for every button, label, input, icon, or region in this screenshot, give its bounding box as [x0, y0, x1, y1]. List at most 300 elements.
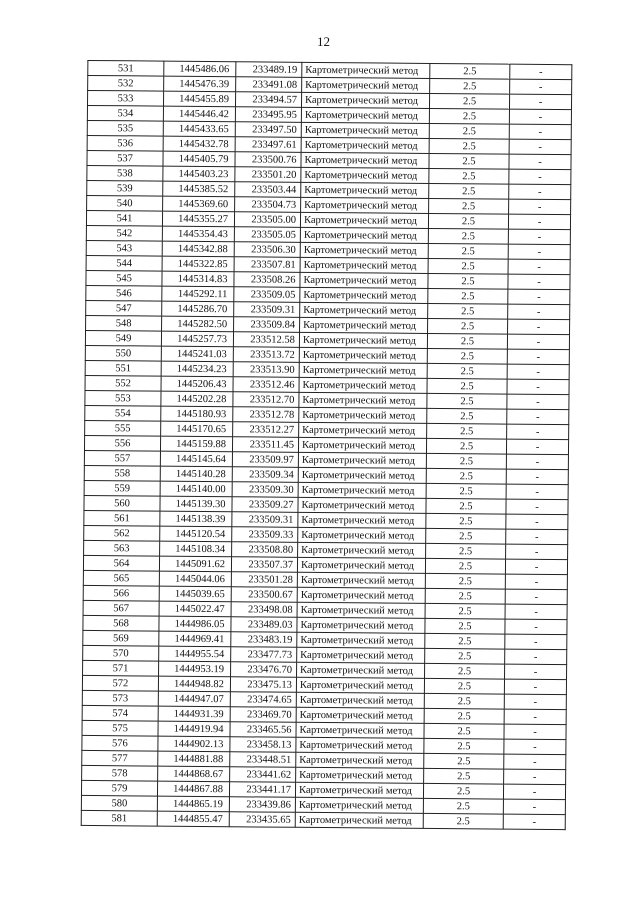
- method-cell: Картометрический метод: [302, 62, 430, 78]
- coordinate-y-cell: 233498.08: [231, 602, 297, 618]
- note-cell: -: [508, 304, 570, 320]
- coordinate-y-cell: 233489.03: [231, 617, 297, 633]
- coordinate-x-cell: 1445282.50: [162, 316, 234, 332]
- method-cell: Картометрический метод: [300, 302, 428, 318]
- precision-cell: 2.5: [430, 63, 510, 79]
- coordinate-x-cell: 1445159.88: [160, 436, 232, 452]
- precision-cell: 2.5: [425, 618, 505, 634]
- note-cell: -: [509, 109, 571, 125]
- method-cell: Картометрический метод: [297, 557, 425, 573]
- coordinate-y-cell: 233497.61: [235, 137, 301, 153]
- point-number-cell: 578: [82, 765, 158, 781]
- note-cell: -: [506, 439, 568, 455]
- point-number-cell: 532: [88, 75, 164, 91]
- precision-cell: 2.5: [429, 183, 509, 199]
- point-number-cell: 558: [84, 465, 160, 481]
- coordinate-x-cell: 1445234.23: [161, 361, 233, 377]
- coordinate-y-cell: 233500.67: [231, 587, 297, 603]
- note-cell: -: [503, 799, 565, 815]
- coordinate-x-cell: 1445139.30: [160, 496, 232, 512]
- coordinate-y-cell: 233503.44: [235, 182, 301, 198]
- coordinate-y-cell: 233509.31: [234, 302, 300, 318]
- precision-cell: 2.5: [428, 213, 508, 229]
- coordinate-x-cell: 1444868.67: [158, 766, 230, 782]
- coordinate-x-cell: 1445385.52: [163, 181, 235, 197]
- point-number-cell: 571: [83, 660, 159, 676]
- coordinate-y-cell: 233513.90: [233, 362, 299, 378]
- precision-cell: 2.5: [429, 138, 509, 154]
- note-cell: -: [509, 169, 571, 185]
- coordinate-y-cell: 233465.56: [230, 722, 296, 738]
- coordinate-y-cell: 233507.37: [231, 557, 297, 573]
- coordinate-x-cell: 1444947.07: [158, 691, 230, 707]
- method-cell: Картометрический метод: [302, 77, 430, 93]
- precision-cell: 2.5: [428, 243, 508, 259]
- coordinate-x-cell: 1445446.42: [163, 106, 235, 122]
- note-cell: -: [505, 664, 567, 680]
- coordinate-y-cell: 233448.51: [230, 752, 296, 768]
- point-number-cell: 575: [82, 720, 158, 736]
- note-cell: -: [508, 229, 570, 245]
- method-cell: Картометрический метод: [295, 782, 423, 798]
- coordinate-y-cell: 233512.58: [233, 332, 299, 348]
- point-number-cell: 539: [87, 180, 163, 196]
- note-cell: -: [509, 94, 571, 110]
- point-number-cell: 562: [84, 525, 160, 541]
- note-cell: -: [506, 454, 568, 470]
- method-cell: Картометрический метод: [299, 362, 427, 378]
- coordinate-x-cell: 1445140.00: [160, 481, 232, 497]
- precision-cell: 2.5: [425, 663, 505, 679]
- coordinate-x-cell: 1445355.27: [162, 211, 234, 227]
- precision-cell: 2.5: [429, 108, 509, 124]
- method-cell: Картометрический метод: [299, 332, 427, 348]
- coordinate-y-cell: 233509.34: [232, 467, 298, 483]
- coordinate-x-cell: 1445206.43: [161, 376, 233, 392]
- note-cell: -: [509, 139, 571, 155]
- method-cell: Картометрический метод: [297, 602, 425, 618]
- point-number-cell: 541: [86, 210, 162, 226]
- precision-cell: 2.5: [428, 258, 508, 274]
- precision-cell: 2.5: [425, 573, 505, 589]
- point-number-cell: 572: [82, 675, 158, 691]
- coordinate-x-cell: 1444881.88: [158, 751, 230, 767]
- point-number-cell: 569: [83, 630, 159, 646]
- coordinate-y-cell: 233506.30: [234, 242, 300, 258]
- note-cell: -: [507, 379, 569, 395]
- method-cell: Картометрический метод: [298, 512, 426, 528]
- coordinate-x-cell: 1445354.43: [162, 226, 234, 242]
- coordinate-y-cell: 233469.70: [230, 707, 296, 723]
- note-cell: -: [504, 724, 566, 740]
- precision-cell: 2.5: [426, 468, 506, 484]
- method-cell: Картометрический метод: [297, 662, 425, 678]
- note-cell: -: [505, 574, 567, 590]
- precision-cell: 2.5: [423, 798, 503, 814]
- coordinate-y-cell: 233489.19: [236, 62, 302, 78]
- note-cell: -: [507, 394, 569, 410]
- coordinate-x-cell: 1445322.85: [162, 256, 234, 272]
- note-cell: -: [504, 754, 566, 770]
- note-cell: -: [503, 784, 565, 800]
- method-cell: Картометрический метод: [296, 737, 424, 753]
- point-number-cell: 557: [84, 450, 160, 466]
- note-cell: -: [506, 529, 568, 545]
- precision-cell: 2.5: [425, 633, 505, 649]
- coordinate-x-cell: 1445091.62: [159, 556, 231, 572]
- coordinate-x-cell: 1444955.54: [159, 646, 231, 662]
- method-cell: Картометрический метод: [299, 407, 427, 423]
- coordinate-x-cell: 1445039.65: [159, 586, 231, 602]
- coordinate-y-cell: 233458.13: [230, 737, 296, 753]
- precision-cell: 2.5: [427, 423, 507, 439]
- precision-cell: 2.5: [424, 723, 504, 739]
- method-cell: Картометрический метод: [296, 767, 424, 783]
- point-number-cell: 543: [86, 240, 162, 256]
- coordinate-y-cell: 233507.81: [234, 257, 300, 273]
- coordinate-y-cell: 233512.46: [233, 377, 299, 393]
- coordinate-y-cell: 233505.00: [234, 212, 300, 228]
- coordinate-y-cell: 233512.78: [233, 407, 299, 423]
- coordinate-y-cell: 233505.05: [234, 227, 300, 243]
- coordinate-y-cell: 233476.70: [231, 662, 297, 678]
- coordinate-x-cell: 1445476.39: [164, 76, 236, 92]
- coordinate-y-cell: 233509.05: [234, 287, 300, 303]
- method-cell: Картометрический метод: [297, 587, 425, 603]
- note-cell: -: [508, 244, 570, 260]
- coordinate-y-cell: 233508.26: [234, 272, 300, 288]
- coordinate-y-cell: 233495.95: [235, 107, 301, 123]
- coordinate-x-cell: 1445044.06: [159, 571, 231, 587]
- note-cell: -: [509, 154, 571, 170]
- point-number-cell: 570: [83, 645, 159, 661]
- note-cell: -: [503, 814, 565, 830]
- point-number-cell: 547: [86, 300, 162, 316]
- method-cell: Картометрический метод: [300, 227, 428, 243]
- coordinate-x-cell: 1445455.89: [163, 91, 235, 107]
- coordinate-y-cell: 233513.72: [233, 347, 299, 363]
- precision-cell: 2.5: [423, 783, 503, 799]
- note-cell: -: [508, 259, 570, 275]
- note-cell: -: [507, 349, 569, 365]
- coordinate-y-cell: 233509.84: [234, 317, 300, 333]
- coordinate-y-cell: 233509.97: [232, 452, 298, 468]
- note-cell: -: [504, 694, 566, 710]
- coordinate-x-cell: 1445120.54: [160, 526, 232, 542]
- point-number-cell: 555: [85, 420, 161, 436]
- coordinate-y-cell: 233501.28: [231, 572, 297, 588]
- point-number-cell: 531: [88, 60, 164, 76]
- coordinate-x-cell: 1445180.93: [161, 406, 233, 422]
- method-cell: Картометрический метод: [296, 692, 424, 708]
- method-cell: Картометрический метод: [301, 92, 429, 108]
- precision-cell: 2.5: [425, 588, 505, 604]
- coordinate-x-cell: 1444867.88: [157, 781, 229, 797]
- point-number-cell: 548: [86, 315, 162, 331]
- note-cell: -: [504, 769, 566, 785]
- point-number-cell: 549: [85, 330, 161, 346]
- precision-cell: 2.5: [430, 78, 510, 94]
- point-number-cell: 581: [81, 810, 157, 826]
- coordinate-x-cell: 1444969.41: [159, 631, 231, 647]
- coordinate-x-cell: 1445108.34: [160, 541, 232, 557]
- precision-cell: 2.5: [423, 813, 503, 829]
- precision-cell: 2.5: [428, 318, 508, 334]
- coordinate-y-cell: 233512.70: [233, 392, 299, 408]
- coordinate-y-cell: 233491.08: [236, 77, 302, 93]
- coordinate-x-cell: 1445314.83: [162, 271, 234, 287]
- precision-cell: 2.5: [427, 378, 507, 394]
- method-cell: Картометрический метод: [301, 152, 429, 168]
- coordinate-y-cell: 233494.57: [235, 92, 301, 108]
- coordinate-y-cell: 233483.19: [231, 632, 297, 648]
- precision-cell: 2.5: [424, 768, 504, 784]
- point-number-cell: 536: [87, 135, 163, 151]
- coordinate-x-cell: 1444919.94: [158, 721, 230, 737]
- note-cell: -: [504, 679, 566, 695]
- method-cell: Картометрический метод: [299, 347, 427, 363]
- note-cell: -: [509, 124, 571, 140]
- coordinate-x-cell: 1445241.03: [161, 346, 233, 362]
- precision-cell: 2.5: [427, 348, 507, 364]
- point-number-cell: 538: [87, 165, 163, 181]
- note-cell: -: [508, 289, 570, 305]
- table-row: [81, 810, 565, 829]
- note-cell: -: [508, 319, 570, 335]
- precision-cell: 2.5: [427, 333, 507, 349]
- method-cell: Картометрический метод: [296, 722, 424, 738]
- method-cell: Картометрический метод: [300, 272, 428, 288]
- point-number-cell: 545: [86, 270, 162, 286]
- coordinate-y-cell: 233509.31: [232, 512, 298, 528]
- method-cell: Картометрический метод: [297, 632, 425, 648]
- precision-cell: 2.5: [426, 453, 506, 469]
- coordinate-x-cell: 1445369.60: [163, 196, 235, 212]
- method-cell: Картометрический метод: [300, 242, 428, 258]
- coordinate-y-cell: 233441.62: [230, 767, 296, 783]
- method-cell: Картометрический метод: [301, 137, 429, 153]
- coordinate-x-cell: 1445145.64: [160, 451, 232, 467]
- note-cell: -: [505, 634, 567, 650]
- note-cell: -: [505, 604, 567, 620]
- note-cell: -: [504, 709, 566, 725]
- precision-cell: 2.5: [424, 678, 504, 694]
- coordinate-x-cell: 1445486.06: [164, 61, 236, 77]
- coordinates-table: [81, 60, 573, 830]
- note-cell: -: [505, 589, 567, 605]
- precision-cell: 2.5: [428, 303, 508, 319]
- precision-cell: 2.5: [429, 153, 509, 169]
- coordinate-x-cell: 1444902.13: [158, 736, 230, 752]
- precision-cell: 2.5: [426, 483, 506, 499]
- method-cell: Картометрический метод: [301, 182, 429, 198]
- point-number-cell: 552: [85, 375, 161, 391]
- coordinate-x-cell: 1444931.39: [158, 706, 230, 722]
- coordinate-y-cell: 233511.45: [232, 437, 298, 453]
- precision-cell: 2.5: [425, 603, 505, 619]
- method-cell: Картометрический метод: [299, 377, 427, 393]
- precision-cell: 2.5: [424, 738, 504, 754]
- method-cell: Картометрический метод: [300, 257, 428, 273]
- precision-cell: 2.5: [429, 198, 509, 214]
- precision-cell: 2.5: [426, 543, 506, 559]
- coordinate-y-cell: 233439.86: [229, 797, 295, 813]
- method-cell: Картометрический метод: [297, 572, 425, 588]
- point-number-cell: 540: [87, 195, 163, 211]
- coordinate-x-cell: 1444855.47: [157, 811, 229, 827]
- note-cell: -: [507, 424, 569, 440]
- method-cell: Картометрический метод: [301, 107, 429, 123]
- precision-cell: 2.5: [429, 123, 509, 139]
- method-cell: Картометрический метод: [295, 797, 423, 813]
- note-cell: -: [504, 739, 566, 755]
- point-number-cell: 579: [81, 780, 157, 796]
- precision-cell: 2.5: [424, 753, 504, 769]
- precision-cell: 2.5: [426, 438, 506, 454]
- note-cell: -: [505, 649, 567, 665]
- coordinate-y-cell: 233441.17: [229, 782, 295, 798]
- coordinate-x-cell: 1444953.19: [159, 661, 231, 677]
- precision-cell: 2.5: [426, 513, 506, 529]
- page-number: 12: [316, 33, 331, 50]
- coordinate-x-cell: 1445170.65: [161, 421, 233, 437]
- coordinate-x-cell: 1444986.05: [159, 616, 231, 632]
- coordinate-y-cell: 233512.27: [233, 422, 299, 438]
- coordinate-y-cell: 233474.65: [230, 692, 296, 708]
- coordinate-y-cell: 233501.20: [235, 167, 301, 183]
- point-number-cell: 535: [87, 120, 163, 136]
- coordinate-x-cell: 1444865.19: [157, 796, 229, 812]
- point-number-cell: 544: [86, 255, 162, 271]
- point-number-cell: 561: [84, 510, 160, 526]
- note-cell: -: [506, 484, 568, 500]
- coordinate-x-cell: 1445286.70: [162, 301, 234, 317]
- method-cell: Картометрический метод: [298, 497, 426, 513]
- point-number-cell: 534: [87, 105, 163, 121]
- point-number-cell: 563: [84, 540, 160, 556]
- precision-cell: 2.5: [426, 528, 506, 544]
- method-cell: Картометрический метод: [297, 617, 425, 633]
- method-cell: Картометрический метод: [298, 482, 426, 498]
- method-cell: Картометрический метод: [298, 527, 426, 543]
- coordinate-y-cell: 233477.73: [231, 647, 297, 663]
- point-number-cell: 553: [85, 390, 161, 406]
- coordinate-y-cell: 233435.65: [229, 812, 295, 828]
- note-cell: -: [505, 619, 567, 635]
- precision-cell: 2.5: [427, 393, 507, 409]
- coordinate-x-cell: 1445403.23: [163, 166, 235, 182]
- precision-cell: 2.5: [425, 648, 505, 664]
- point-number-cell: 554: [85, 405, 161, 421]
- point-number-cell: 576: [82, 735, 158, 751]
- note-cell: -: [509, 199, 571, 215]
- point-number-cell: 566: [83, 585, 159, 601]
- method-cell: Картометрический метод: [301, 167, 429, 183]
- coordinate-x-cell: 1444948.82: [158, 676, 230, 692]
- precision-cell: 2.5: [429, 93, 509, 109]
- note-cell: -: [507, 334, 569, 350]
- coordinate-x-cell: 1445433.65: [163, 121, 235, 137]
- point-number-cell: 560: [84, 495, 160, 511]
- method-cell: Картометрический метод: [299, 422, 427, 438]
- coordinate-x-cell: 1445138.39: [160, 511, 232, 527]
- note-cell: -: [508, 214, 570, 230]
- point-number-cell: 533: [87, 90, 163, 106]
- method-cell: Картометрический метод: [296, 707, 424, 723]
- precision-cell: 2.5: [427, 408, 507, 424]
- note-cell: -: [510, 79, 572, 95]
- method-cell: Картометрический метод: [300, 212, 428, 228]
- method-cell: Картометрический метод: [297, 647, 425, 663]
- method-cell: Картометрический метод: [298, 452, 426, 468]
- method-cell: Картометрический метод: [301, 122, 429, 138]
- note-cell: -: [506, 514, 568, 530]
- point-number-cell: 546: [86, 285, 162, 301]
- point-number-cell: 573: [82, 690, 158, 706]
- point-number-cell: 537: [87, 150, 163, 166]
- precision-cell: 2.5: [428, 273, 508, 289]
- method-cell: Картометрический метод: [298, 467, 426, 483]
- coordinate-x-cell: 1445432.78: [163, 136, 235, 152]
- method-cell: Картометрический метод: [295, 812, 423, 828]
- coordinate-y-cell: 233475.13: [230, 677, 296, 693]
- note-cell: -: [506, 499, 568, 515]
- coordinate-y-cell: 233497.50: [235, 122, 301, 138]
- point-number-cell: 542: [86, 225, 162, 241]
- coordinate-x-cell: 1445292.11: [162, 286, 234, 302]
- method-cell: Картометрический метод: [300, 317, 428, 333]
- table-body: [81, 60, 572, 829]
- note-cell: -: [508, 274, 570, 290]
- point-number-cell: 551: [85, 360, 161, 376]
- precision-cell: 2.5: [428, 228, 508, 244]
- note-cell: -: [507, 409, 569, 425]
- method-cell: Картометрический метод: [299, 392, 427, 408]
- precision-cell: 2.5: [426, 498, 506, 514]
- note-cell: -: [506, 544, 568, 560]
- coordinate-x-cell: 1445022.47: [159, 601, 231, 617]
- coordinate-x-cell: 1445257.73: [161, 331, 233, 347]
- point-number-cell: 568: [83, 615, 159, 631]
- point-number-cell: 556: [84, 435, 160, 451]
- coordinate-y-cell: 233508.80: [232, 542, 298, 558]
- precision-cell: 2.5: [428, 288, 508, 304]
- coordinate-y-cell: 233509.27: [232, 497, 298, 513]
- precision-cell: 2.5: [424, 708, 504, 724]
- method-cell: Картометрический метод: [296, 677, 424, 693]
- point-number-cell: 559: [84, 480, 160, 496]
- point-number-cell: 565: [83, 570, 159, 586]
- coordinate-y-cell: 233500.76: [235, 152, 301, 168]
- point-number-cell: 580: [81, 795, 157, 811]
- method-cell: Картометрический метод: [300, 287, 428, 303]
- precision-cell: 2.5: [427, 363, 507, 379]
- note-cell: -: [509, 184, 571, 200]
- coordinate-y-cell: 233509.33: [232, 527, 298, 543]
- precision-cell: 2.5: [429, 168, 509, 184]
- note-cell: -: [510, 64, 572, 80]
- method-cell: Картометрический метод: [298, 437, 426, 453]
- method-cell: Картометрический метод: [298, 542, 426, 558]
- precision-cell: 2.5: [424, 693, 504, 709]
- method-cell: Картометрический метод: [301, 197, 429, 213]
- point-number-cell: 567: [83, 600, 159, 616]
- coordinate-x-cell: 1445342.88: [162, 241, 234, 257]
- point-number-cell: 564: [83, 555, 159, 571]
- coordinate-y-cell: 233509.30: [232, 482, 298, 498]
- point-number-cell: 550: [85, 345, 161, 361]
- coordinate-x-cell: 1445140.28: [160, 466, 232, 482]
